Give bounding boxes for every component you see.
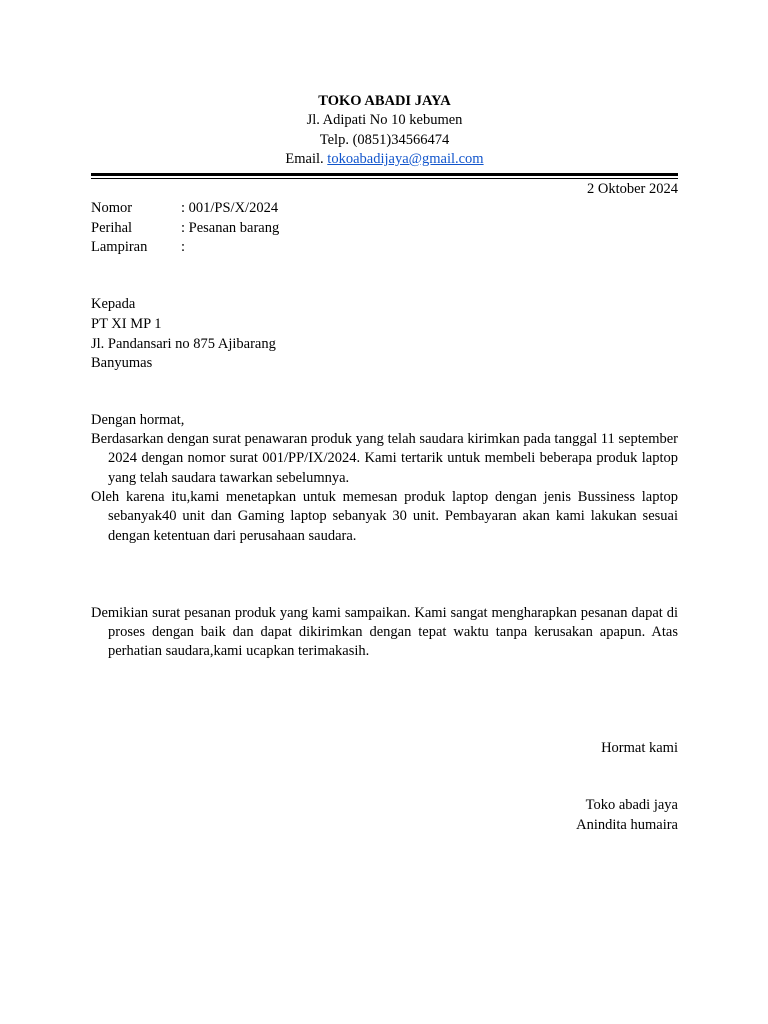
body-paragraph-1: Berdasarkan dengan surat penawaran produk yang telah saudara kirimkan pada tanggal 11 september 2024 dengan nomor surat 001/PP/IX/2024. Kami tertarik untuk membeli beberapa produk laptop yang telah saudara tawarkan sebelumnya. (91, 431, 678, 486)
meta-row-nomor (91, 199, 678, 218)
nomor-value: : 001/PS/X/2024 (181, 200, 279, 217)
email-label: Email. (285, 150, 328, 167)
letter-page (91, 92, 678, 836)
signature-block (91, 739, 678, 836)
lampiran-label: Lampiran (91, 239, 148, 256)
addressee-block (91, 295, 678, 373)
signature-greeting: Hormat kami (601, 739, 678, 756)
divider-thick-line (91, 173, 678, 176)
greeting: Dengan hormat, (91, 411, 185, 428)
company-name: TOKO ABADI JAYA (318, 93, 451, 109)
addressee-street: Jl. Pandansari no 875 Ajibarang (91, 335, 276, 352)
letter-date: 2 Oktober 2024 (586, 181, 678, 198)
signature-company: Toko abadi jaya (585, 797, 678, 814)
perihal-value: : Pesanan barang (181, 219, 280, 236)
nomor-label: Nomor (91, 200, 133, 217)
letter-meta (91, 199, 678, 257)
email-link[interactable]: tokoabadijaya@gmail.com (327, 150, 484, 167)
body-paragraph-2: Oleh karena itu,kami menetapkan untuk memesan produk laptop dengan jenis Bussiness laptop sebanyak40 unit dan Gaming laptop sebanyak 30 unit. Pembayaran akan kami lakukan sesuai dengan ketentuan dari perusahaan saudara. (91, 488, 678, 544)
letter-body (91, 411, 678, 662)
company-phone: Telp. (0851)34566474 (319, 131, 450, 148)
perihal-label: Perihal (91, 219, 133, 236)
addressee-company: PT XI MP 1 (91, 315, 162, 332)
lampiran-value: : (181, 239, 186, 256)
letterhead (91, 92, 678, 169)
company-email-line (91, 150, 678, 169)
divider-thin-line (91, 178, 678, 179)
body-paragraph-closing: Demikian surat pesanan produk yang kami sampaikan. Kami sangat mengharapkan pesanan dapat di proses dengan baik dan dapat dikirimkan dengan tepat waktu tanpa kerusakan apapun. Atas perhatian saudara,kami ucapkan terimakasih. (91, 604, 678, 660)
signature-name: Anindita humaira (576, 816, 678, 833)
meta-row-lampiran (91, 238, 678, 257)
company-address: Jl. Adipati No 10 kebumen (306, 112, 463, 129)
addressee-kepada: Kepada (91, 296, 136, 313)
addressee-city: Banyumas (91, 355, 153, 372)
letterhead-divider (91, 173, 678, 179)
meta-row-perihal (91, 219, 678, 238)
